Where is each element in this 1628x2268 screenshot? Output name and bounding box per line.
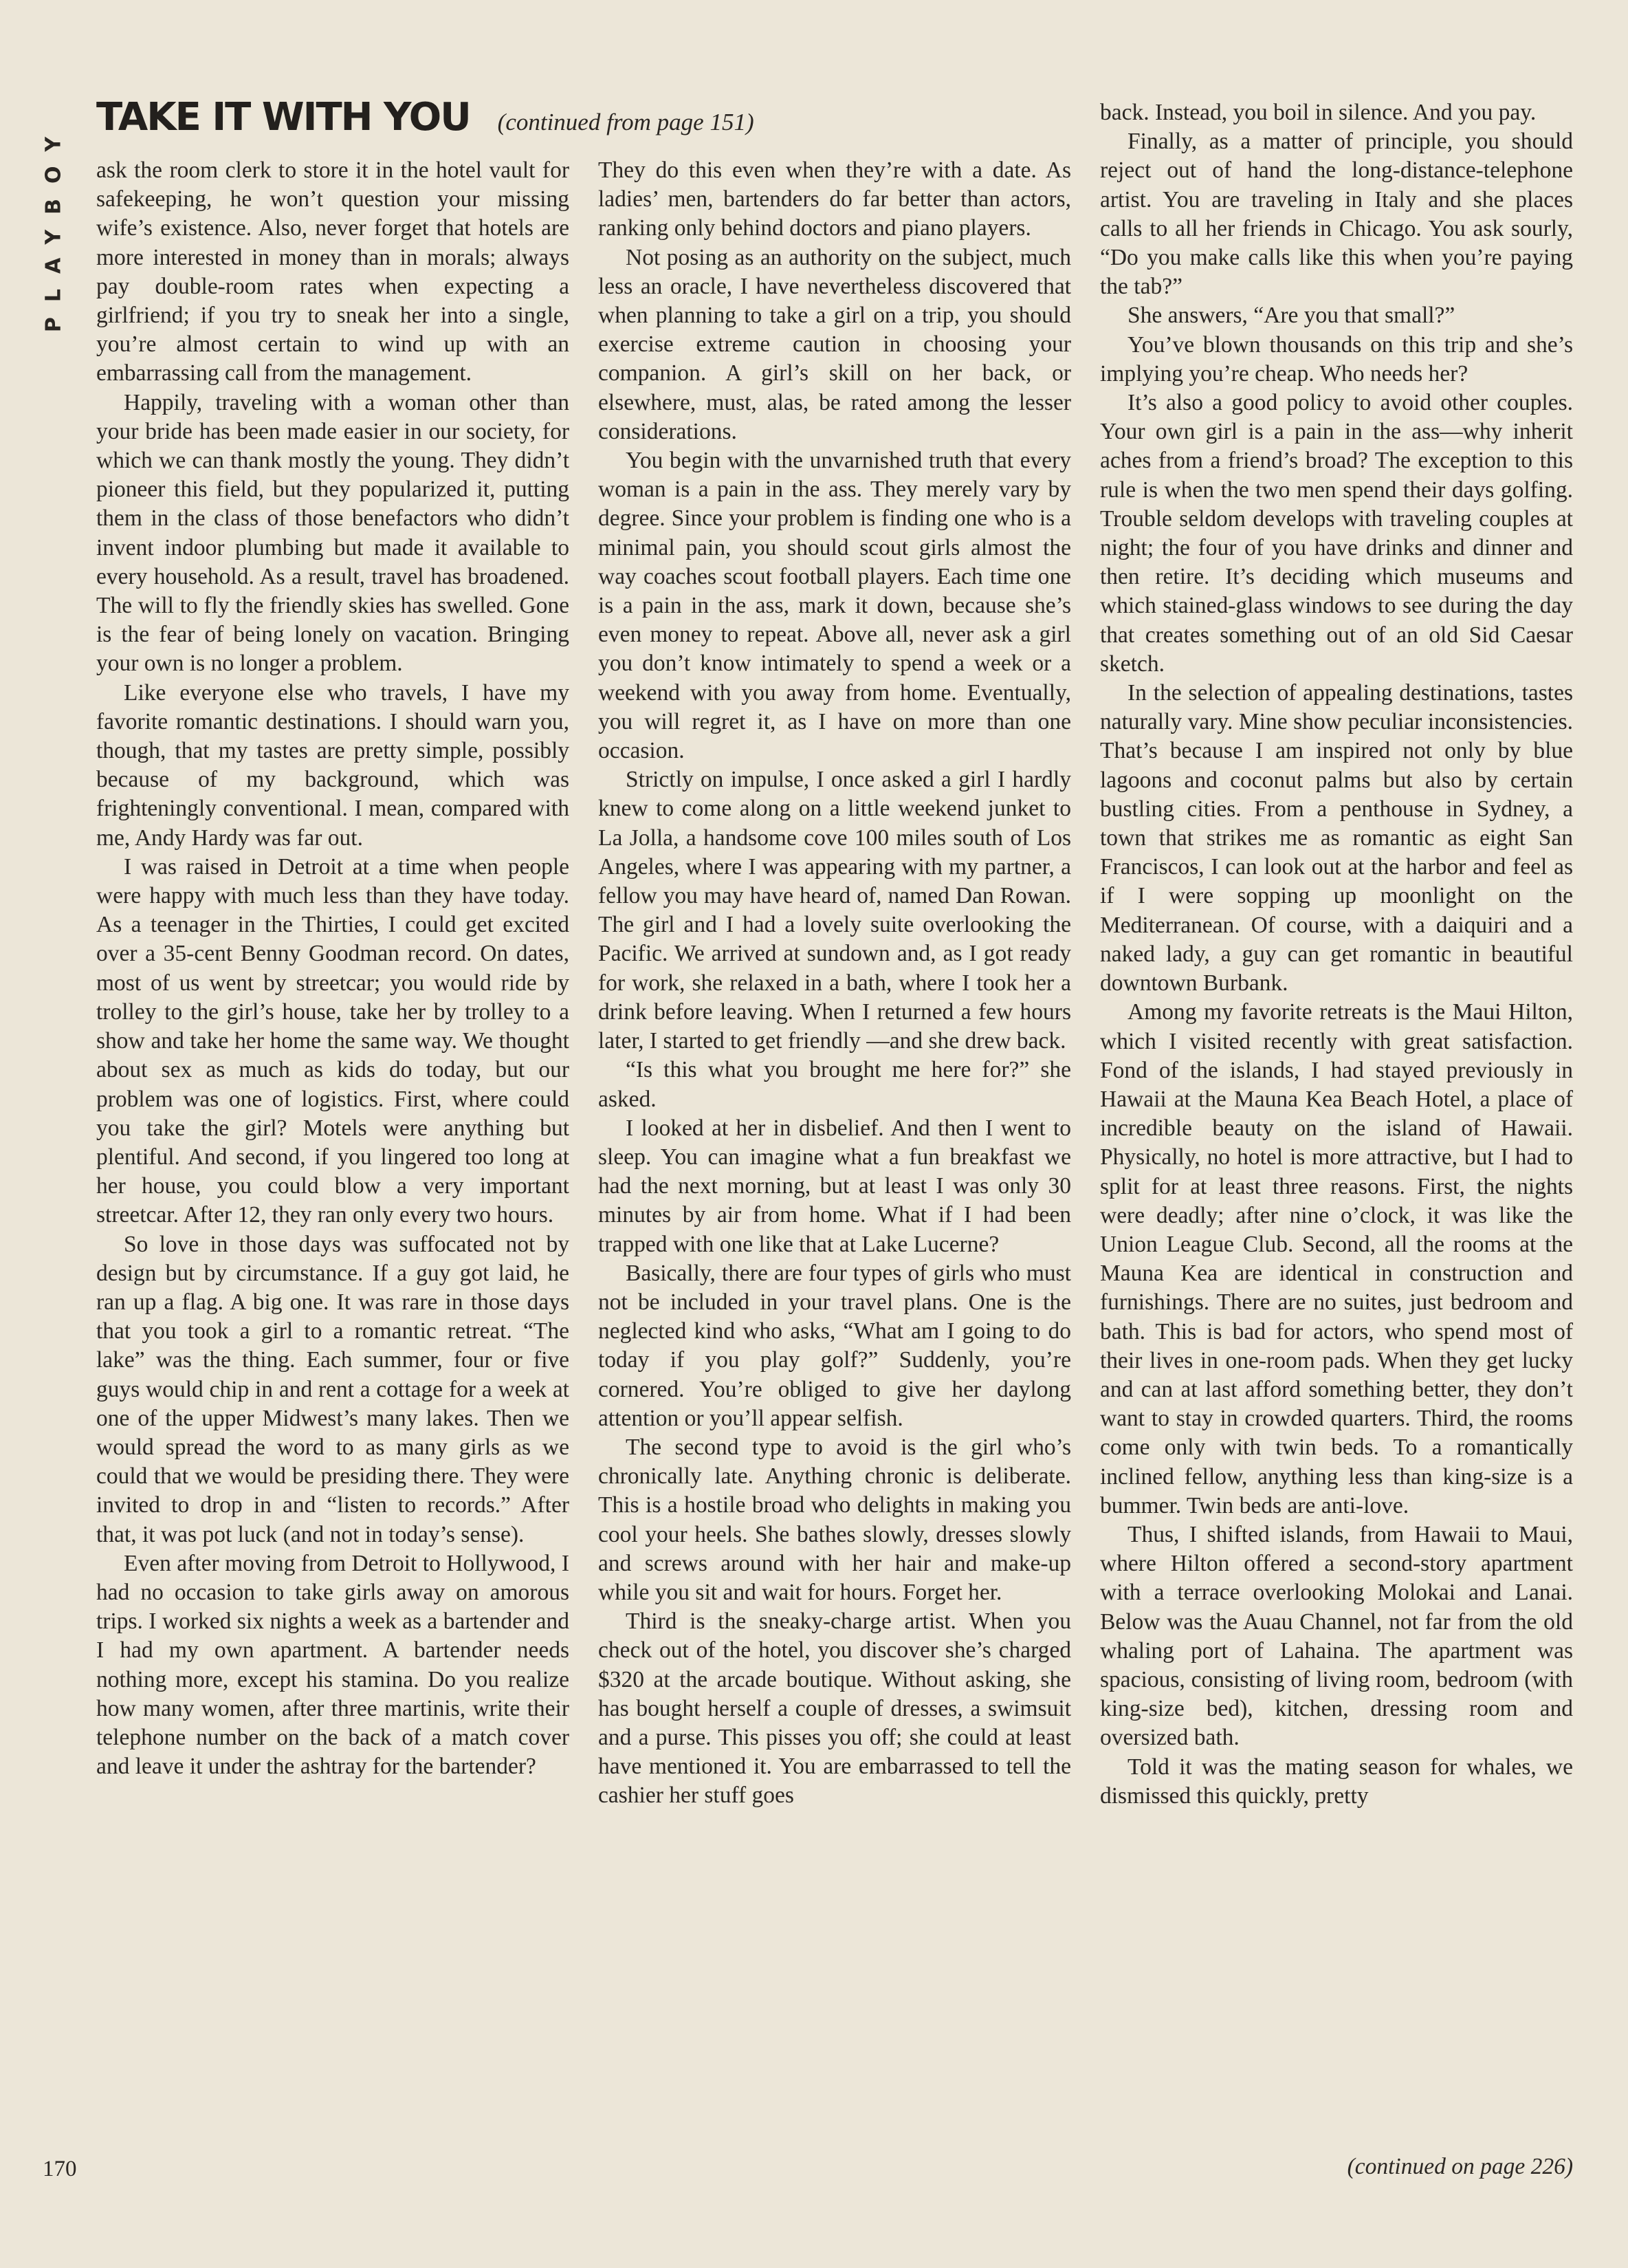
paragraph: Even after moving from Detroit to Hollywood, I had no occasion to take girls away on amorous trips. I worked six nights a week as a bartender and I had my own apartment. A bartender needs nothing more, except his stamina. Do you realize how many women, after three martinis, write their telephone number on the back of a match cover and leave it under the ashtray for the bartender?	[96, 1550, 569, 1780]
paragraph: I looked at her in disbelief. And then I went to sleep. You can imagine what a fun breakfast we had the next morning, but at least I was only 30 minutes by air from home. What if I had been trapped with one like that at Lake Lucerne?	[598, 1115, 1071, 1257]
paragraph: Not posing as an authority on the subject, much less an oracle, I have nevertheless discovered that when planning to take a girl on a trip, you should exercise extreme caution in choosing your companion. A girl’s skill on her back, or elsewhere, must, alas, be rated among the lesser considerations.	[598, 244, 1071, 444]
paragraph: Strictly on impulse, I once asked a girl I hardly knew to come along on a little weekend junket to La Jolla, a handsome cove 100 miles south of Los Angeles, where I was appearing with my partner, a fellow you may have heard of, named Dan Rowan. The girl and I had a lovely suite overlooking the Pacific. We arrived at sundown and, as I got ready for work, she relaxed in a bath, where I took her a drink before leaving. When I returned a few hours later, I started to get friendly —and she drew back.	[598, 767, 1071, 1054]
paragraph: Basically, there are four types of girls who must not be included in your travel plans. One is the neglected kind who asks, “What am I going to do today if you play golf?” Suddenly, you’re cornered. You’re obliged to give her daylong attention or you’ll appear selfish.	[598, 1260, 1071, 1431]
paragraph: Told it was the mating season for whales, we dismissed this quickly, pretty	[1100, 1754, 1573, 1809]
paragraph: So love in those days was suffocated not by design but by circumstance. If a guy got laid, he ran up a flag. A big one. It was rare in those days that you took a girl to a romantic retreat. “The lake” was the thing. Each summer, four or five guys would chip in and rent a cottage for a week at one of the upper Midwest’s many lakes. Then we would spread the word to as many girls as we could that we would be presiding there. They were invited to drop in and “listen to records.” After that, it was pot luck (and not in today’s sense).	[96, 1231, 569, 1547]
paragraph: Thus, I shifted islands, from Hawaii to Maui, where Hilton offered a second-story apartment with a terrace overlooking Molokai and Lanai. Below was the Auau Channel, not far from the old whaling port of Lahaina. The apartment was spacious, consisting of living room, bedroom (with king-size bed), kitchen, dressing room and oversized bath.	[1100, 1521, 1573, 1751]
paragraph: Third is the sneaky-charge artist. When you check out of the hotel, you discover she’s charged $320 at the arcade boutique. Without asking, she has bought herself a couple of dresses, a swimsuit and a purse. This pisses you off; she could at least have mentioned it. You are embarrassed to tell the cashier her stuff goes	[598, 1609, 1071, 1809]
paragraph: The second type to avoid is the girl who’s chronically late. Anything chronic is deliberate. This is a hostile broad who delights in making you cool your heels. She bathes slowly, dresses slowly and screws around with her hair and make-up while you sit and wait for hours. Forget her.	[598, 1434, 1071, 1605]
text-column-2	[598, 156, 1071, 1811]
paragraph: In the selection of appealing destinations, tastes naturally vary. Mine show peculiar inconsistencies. That’s because I am inspired not only by blue lagoons and coconut palms but also by certain bustling cities. From a penthouse in Sydney, a town that strikes me as romantic as eight San Franciscos, I can look out at the harbor and feel as if I were sopping up moonlight on the Mediterranean. Of course, with a daiquiri and a naked lady, a guy can get romantic in beautiful downtown Burbank.	[1100, 680, 1573, 996]
paragraph: Finally, as a matter of principle, you should reject out of hand the long-distance-telephone artist. You are traveling in Italy and she places calls to all her friends in Chicago. You ask sourly, “Do you make calls like this when you’re paying the tab?”	[1100, 129, 1573, 300]
spine-text: PLAYBOY	[41, 121, 66, 333]
paragraph: You begin with the unvarnished truth that every woman is a pain in the ass. They merely vary by degree. Since your problem is finding one who is a minimal pain, you should scout girls almost the way coaches scout football players. Each time one is a pain in the ass, mark it down, because she’s even money to repeat. Above all, never ask a girl you don’t know intimately to spend a week or a weekend with you away from home. Eventually, you will regret it, as I have on more than one occasion.	[598, 448, 1071, 764]
paragraph: ask the room clerk to store it in the hotel vault for safekeeping, he won’t question your missing wife’s existence. Also, never forget that hotels are more interested in money than in morals; always pay double-room rates when expecting a girlfriend; if you try to sneak her into a single, you’re almost certain to wind up with an embarrassing call from the management.	[96, 157, 569, 386]
paragraph: They do this even when they’re with a date. As ladies’ men, bartenders do far better than actors, ranking only behind doctors and piano players.	[598, 157, 1071, 241]
paragraph: Like everyone else who travels, I have my favorite romantic destinations. I should warn you, though, that my tastes are pretty simple, possibly because of my background, which was frighteningly conventional. I mean, compared with me, Andy Hardy was far out.	[96, 679, 569, 851]
paragraph: back. Instead, you boil in silence. And you pay.	[1100, 100, 1537, 125]
article-header	[96, 95, 1059, 143]
paragraph: Happily, traveling with a woman other than your bride has been made easier in our society, for which we can thank mostly the young. They didn’t pioneer this field, but they popularized it, putting them in the class of those benefactors who didn’t invent indoor plumbing but made it available to every household. As a result, travel has broadened. The will to fly the friendly skies has swelled. Gone is the fear of being lonely on vacation. Bringing your own is no longer a problem.	[96, 389, 569, 677]
page-number: 170	[43, 2157, 77, 2181]
paragraph: She answers, “Are you that small?”	[1128, 303, 1455, 329]
paragraph: Among my favorite retreats is the Maui Hilton, which I visited recently with great satisfaction. Fond of the islands, I had stayed previously in Hawaii at the Mauna Kea Beach Hotel, a place of incredible beauty on the island of Hawaii. Physically, no hotel is more attractive, but I had to split for at least three reasons. First, the nights were deadly; after nine o’clock, it was like the Union League Club. Second, all the rooms at the Mauna Kea are identical in construction and furnishings. There are no suites, just bedroom and bath. This is bad for actors, who spend most of their lives in one-room pads. When they get lucky and can at last afford something better, they don’t want to stay in crowded quarters. Third, the rooms come only with twin beds. To a romantically inclined fellow, anything less than king-size is a bummer. Twin beds are anti-love.	[1100, 999, 1573, 1518]
paragraph: I was raised in Detroit at a time when people were happy with much less than they have today. As a teenager in the Thirties, I could get excited over a 35-cent Benny Goodman record. On dates, most of us went by streetcar; you would ride by trolley to the girl’s house, take her by trolley to a show and take her home the same way. We thought about sex as much as kids do today, but our problem was one of logistics. First, where could you take the girl? Motels were anything but plentiful. And second, if you lingered too long at her house, you could blow a very important streetcar. After 12, they ran only every two hours.	[96, 853, 569, 1228]
text-column-3	[1100, 98, 1573, 1811]
paragraph: “Is this what you brought me here for?” she asked.	[598, 1057, 1071, 1112]
paragraph: It’s also a good policy to avoid other couples. Your own girl is a pain in the ass—why inherit aches from a friend’s broad? The exception to this rule is when the two men spend their days golfing. Trouble seldom develops with traveling couples at night; the four of you have drinks and dinner and then retire. It’s deciding which museums and which stained-glass windows to see during the day that creates something out of an old Sid Caesar sketch.	[1100, 390, 1573, 677]
continued-from-note: (continued from page 151)	[497, 109, 754, 135]
continued-on-note: (continued on page 226)	[1347, 2154, 1573, 2179]
article-title: TAKE IT WITH YOU	[96, 95, 470, 140]
paragraph: You’ve blown thousands on this trip and she’s implying you’re cheap. Who needs her?	[1100, 331, 1573, 386]
magazine-spine-label	[40, 103, 67, 351]
text-column-1	[96, 156, 569, 1781]
